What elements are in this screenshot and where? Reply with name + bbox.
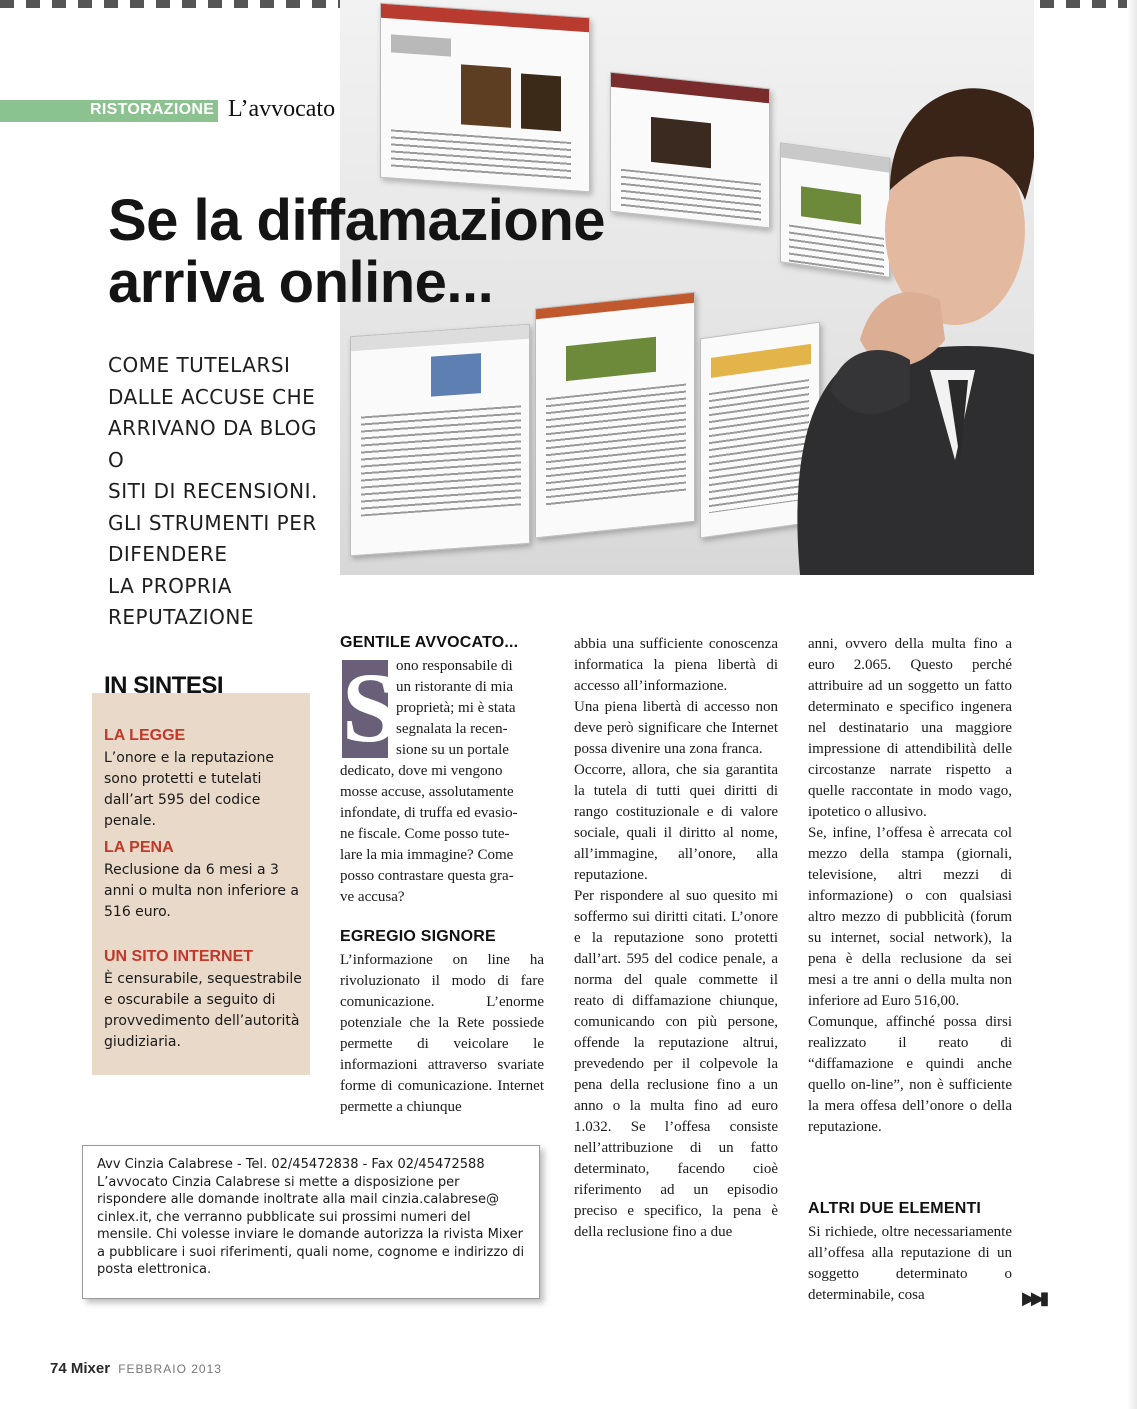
sidebar-title: IN SINTESI bbox=[104, 672, 224, 699]
headline-line: arriva online... bbox=[108, 250, 494, 315]
section-tag: RISTORAZIONE bbox=[90, 101, 215, 118]
dek-line: ARRIVANO DA BLOG O bbox=[108, 416, 317, 472]
headline bbox=[108, 190, 605, 314]
dek-line: SITI DI RECENSIONI. bbox=[108, 479, 318, 503]
letter-line: posso contrastare questa gra- bbox=[340, 868, 514, 884]
sidebar-heading: LA PENA bbox=[104, 839, 174, 856]
sidebar-text: L’onore e la reputazione sono protetti e tutelati dall’art 595 del codice penale. bbox=[104, 750, 274, 829]
magazine-name: Mixer bbox=[70, 1360, 111, 1377]
dek-line: DIFENDERE bbox=[108, 542, 228, 566]
letter-line: lare la mia immagine? Come bbox=[340, 847, 514, 863]
reply-heading: EGREGIO SIGNORE bbox=[340, 928, 496, 945]
letter-line: ne fiscale. Come posso tute- bbox=[340, 826, 510, 842]
fast-forward-icon: ▶▶▮ bbox=[1022, 1288, 1045, 1309]
sidebar-text: Reclusione da 6 mesi a 3 anni o multa non inferiore a 516 euro. bbox=[104, 862, 299, 920]
page-footer bbox=[50, 1360, 222, 1377]
web-panel bbox=[535, 292, 695, 539]
reply-text-col3: anni, ovvero della multa fino a euro 2.065. Questo perché attribuire ad un soggetto un fatto determinato e specifico ingenera nel destinatario una maggiore impressione di attendibilità delle circostanze narrate rispetto a quelle raccontate in modo vago, ipotetico o allusivo. Se, infine, l’offesa è arrecata col mezzo della stampa (giornali, televisione, altri mezzi di informazione) o con qualsiasi altro mezzo di pubblicità (forum su internet, social network), la pena è della reclusione da sei mesi a tre anni o della multa non inferiore ad Euro 516,00. Comunque, affinché possa dirsi realizzato il reato di “diffamazione e quindi anche quello on-line”, non è sufficiente la mera offesa dell’onore o della reputazione. bbox=[808, 636, 1012, 1135]
letter-text bbox=[340, 652, 544, 908]
letter-line: sione su un portale bbox=[396, 742, 509, 758]
sidebar-heading: UN SITO INTERNET bbox=[104, 948, 254, 965]
dek-line: REPUTAZIONE bbox=[108, 605, 255, 629]
dek-line: LA PROPRIA bbox=[108, 573, 232, 598]
sidebar-text: È censurabile, sequestrabile e oscurabile a seguito di provvedimento dell’autorità giudiziaria. bbox=[104, 971, 302, 1050]
letter-line: mosse accuse, assolutamente bbox=[340, 784, 514, 800]
letter-line: proprietà; mi è stata bbox=[396, 700, 516, 716]
letter-heading: GENTILE AVVOCATO... bbox=[340, 634, 519, 651]
drop-cap: S bbox=[342, 652, 398, 763]
dek-line: COME TUTELARSI bbox=[108, 353, 291, 377]
reply-text-col2: abbia una sufficiente conoscenza informatica la piena libertà di accesso all’informazione. Una piena libertà di accesso non deve però significare che Internet possa divenire una zona franca. Occorre, allora, che sia garantita la tutela di tutti quei diritti di rango costituzionale e di valore sociale, quali il diritto al nome, all’immagine, all’onore, alla reputazione. Per rispondere al suo quesito mi soffermo sui diritti citati. L’onore e la reputazione sono protetti dall’art. 595 del codice penale, a norma del quale commette il reato di diffamazione chiunque, comunicando con più persone, offende la reputazione altrui, prevedendo per il colpevole la pena della reclusione fino a un anno o la multa fino ad euro 1.032. Se l’offesa consiste nell’attribuzione di un fatto determinato, facendo cioè riferimento ad un episodio preciso e specifico, la pena è della reclusione fino a due bbox=[574, 636, 778, 1240]
dek-line: GLI STRUMENTI PER bbox=[108, 510, 317, 535]
web-panel bbox=[610, 72, 770, 229]
page-edge bbox=[1127, 0, 1137, 1409]
letter-line: infondate, di truffa ed evasio- bbox=[340, 805, 518, 821]
web-panel bbox=[350, 324, 530, 557]
reply-text-col1: L’informazione on line ha rivoluzionato il modo di fare comunicazione. L’enorme potenziale che la Rete possiede permette di veicolare le informazioni attraverso svariate forme di comunicazione. Internet permette a chiunque bbox=[340, 952, 544, 1115]
headline-line: Se la diffamazione bbox=[108, 188, 606, 253]
dek-line: DALLE ACCUSE CHE bbox=[108, 384, 316, 409]
letter-line: ve accusa? bbox=[340, 889, 405, 905]
letter-line: ono responsabile di bbox=[396, 658, 513, 674]
reply-text-col3b: Si richiede, oltre necessariamente all’offesa alla reputazione di un soggetto determinato o determinabile, cosa bbox=[808, 1224, 1012, 1303]
section-title: L’avvocato bbox=[228, 96, 336, 122]
letter-line: un ristorante di mia bbox=[396, 679, 514, 695]
letter-line: dedicato, dove mi vengono bbox=[340, 763, 503, 779]
subheading: ALTRI DUE ELEMENTI bbox=[808, 1200, 982, 1217]
letter-line: segnalata la recen- bbox=[396, 721, 508, 737]
sidebar-heading: LA LEGGE bbox=[104, 727, 186, 744]
dek bbox=[108, 350, 338, 634]
web-panel bbox=[380, 3, 590, 193]
page-number: 74 bbox=[50, 1360, 67, 1377]
issue-date: FEBBRAIO 2013 bbox=[118, 1362, 222, 1376]
businessman-illustration bbox=[770, 40, 1034, 575]
contact-box: Avv Cinzia Calabrese - Tel. 02/45472838 - Fax 02/45472588 L’avvocato Cinzia Calabrese si mette a disposizione per rispondere alle domande inoltrate alla mail cinzia.calabrese@ cinlex.it, che verranno pubblicate sui prossimi numeri del mensile. Chi volesse inviare le domande autorizza la rivista Mixer a pubblicare i suoi riferimenti, quali nome, cognome e indirizzo di posta elettronica. bbox=[82, 1145, 540, 1299]
